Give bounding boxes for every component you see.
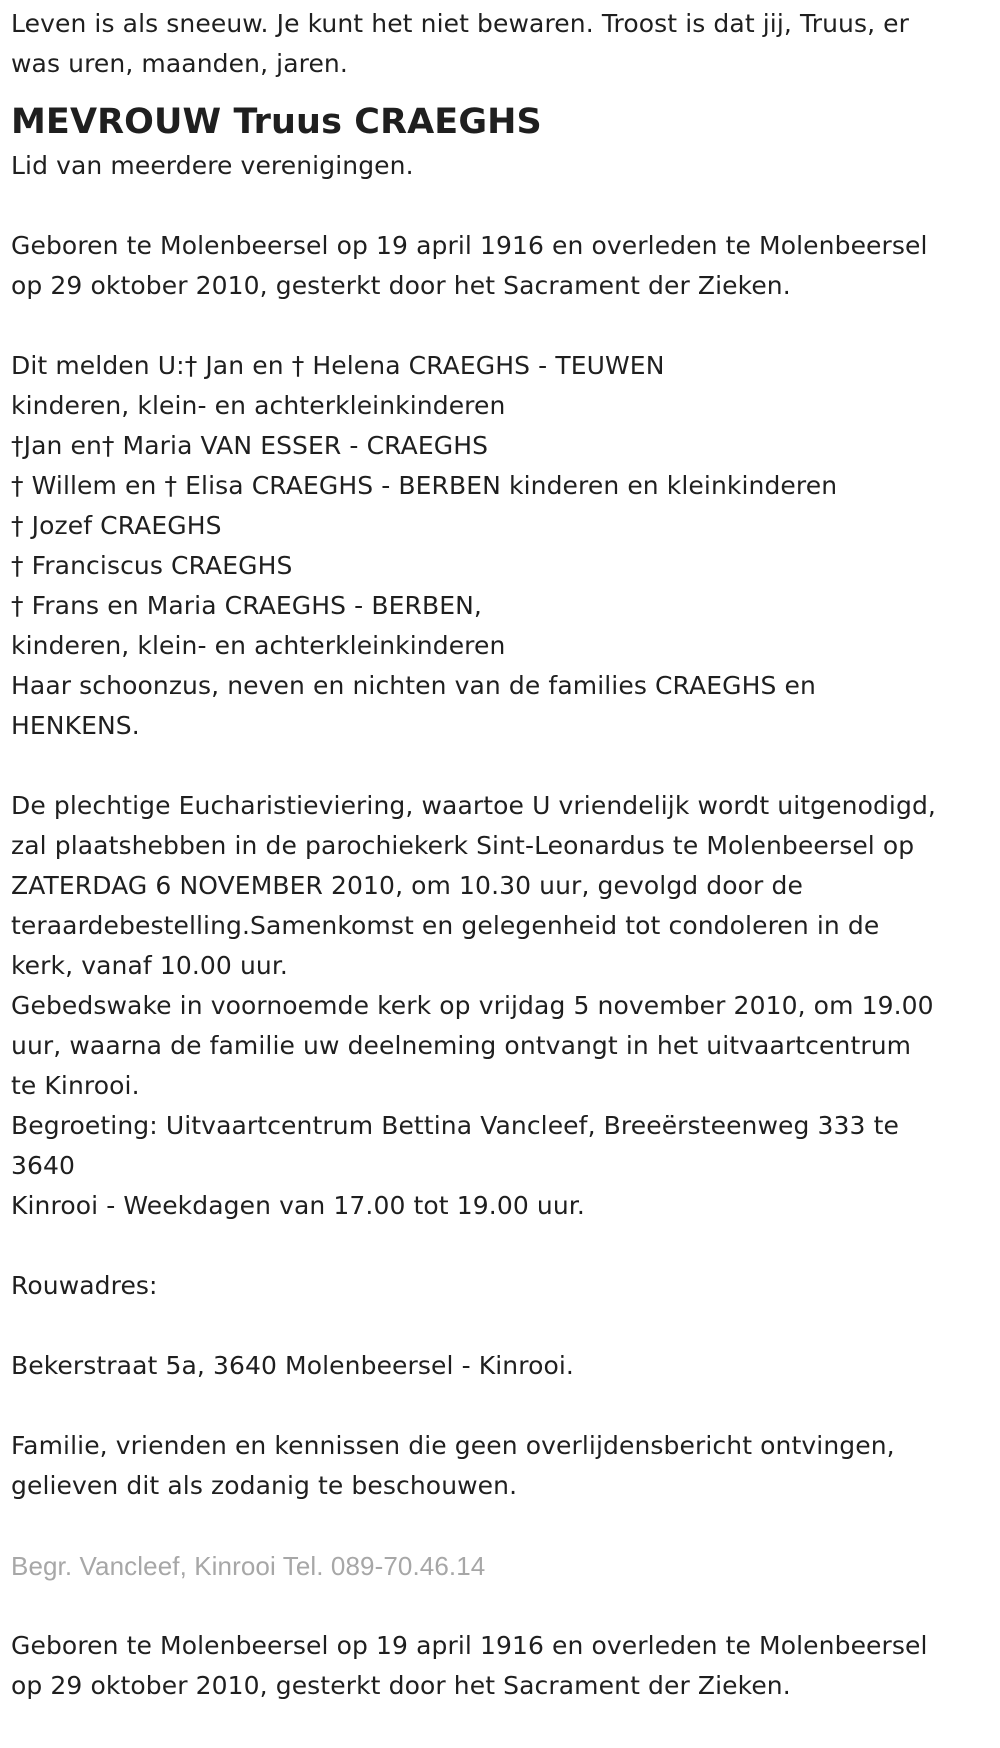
ceremony-line: te Kinrooi. [11,1071,140,1100]
birth-line: op 29 oktober 2010, gesterkt door het Sacrament der Zieken. [11,271,791,300]
ceremony-line: teraardebestelling.Samenkomst en gelegenheid tot condoleren in de [11,911,880,940]
family-line: Haar schoonzus, neven en nichten van de families CRAEGHS en [11,671,816,700]
notice-line: Familie, vrienden en kennissen die geen overlijdensbericht ontvingen, [11,1431,895,1460]
motto-paragraph [11,4,971,84]
address-label-paragraph [11,1266,971,1306]
family-line: † Franciscus CRAEGHS [11,551,293,580]
ceremony-line: De plechtige Eucharistieviering, waartoe U vriendelijk wordt uitgenodigd, [11,791,936,820]
obituary-page [11,4,971,1706]
ceremony-line: Gebedswake in voornoemde kerk op vrijdag 5 november 2010, om 19.00 [11,991,934,1020]
motto-line: was uren, maanden, jaren. [11,49,348,78]
spacer [11,1586,971,1626]
spacer [11,84,971,98]
ceremony-line: zal plaatshebben in de parochiekerk Sint-Leonardus te Molenbeersel op [11,831,915,860]
spacer [11,1506,971,1546]
family-line: † Willem en † Elisa CRAEGHS - BERBEN kinderen en kleinkinderen [11,471,838,500]
ceremony-paragraph [11,786,971,1226]
ceremony-line: Kinrooi - Weekdagen van 17.00 tot 19.00 uur. [11,1191,585,1220]
motto-line: Leven is als sneeuw. Je kunt het niet bewaren. Troost is dat jij, Truus, er [11,9,910,38]
subtitle-line: Lid van meerdere verenigingen. [11,151,414,180]
birth-repeat-paragraph [11,1626,971,1706]
spacer [11,1306,971,1346]
spacer [11,306,971,346]
ceremony-line: kerk, vanaf 10.00 uur. [11,951,288,980]
address-paragraph [11,1346,971,1386]
family-line: † Frans en Maria CRAEGHS - BERBEN, [11,591,482,620]
ceremony-line: ZATERDAG 6 NOVEMBER 2010, om 10.30 uur, gevolgd door de [11,871,803,900]
address-value: Bekerstraat 5a, 3640 Molenbeersel - Kinrooi. [11,1351,574,1380]
notice-paragraph [11,1426,971,1506]
family-line: †Jan en† Maria VAN ESSER - CRAEGHS [11,431,489,460]
family-paragraph [11,346,971,746]
ceremony-line: uur, waarna de familie uw deelneming ontvangt in het uitvaartcentrum [11,1031,912,1060]
address-label: Rouwadres: [11,1271,158,1300]
spacer [11,1226,971,1266]
spacer [11,1386,971,1426]
spacer [11,746,971,786]
funeral-home-credit [11,1546,971,1586]
birth-line: Geboren te Molenbeersel op 19 april 1916 en overleden te Molenbeersel [11,231,928,260]
birth-repeat-line: Geboren te Molenbeersel op 19 april 1916 en overleden te Molenbeersel [11,1631,928,1660]
ceremony-line: 3640 [11,1151,76,1180]
family-line: kinderen, klein- en achterkleinkinderen [11,391,506,420]
ceremony-line: Begroeting: Uitvaartcentrum Bettina Vancleef, Breeërsteenweg 333 te [11,1111,899,1140]
birth-paragraph [11,226,971,306]
family-line: kinderen, klein- en achterkleinkinderen [11,631,506,660]
credit-text: Begr. Vancleef, Kinrooi Tel. 089-70.46.14 [11,1551,486,1581]
deceased-name-title: MEVROUW Truus CRAEGHS [11,102,542,142]
family-line: HENKENS. [11,711,140,740]
spacer [11,186,971,226]
family-line: Dit melden U:† Jan en † Helena CRAEGHS - TEUWEN [11,351,665,380]
subtitle [11,146,971,186]
birth-repeat-line: op 29 oktober 2010, gesterkt door het Sacrament der Zieken. [11,1671,791,1700]
family-line: † Jozef CRAEGHS [11,511,222,540]
notice-line: gelieven dit als zodanig te beschouwen. [11,1471,518,1500]
